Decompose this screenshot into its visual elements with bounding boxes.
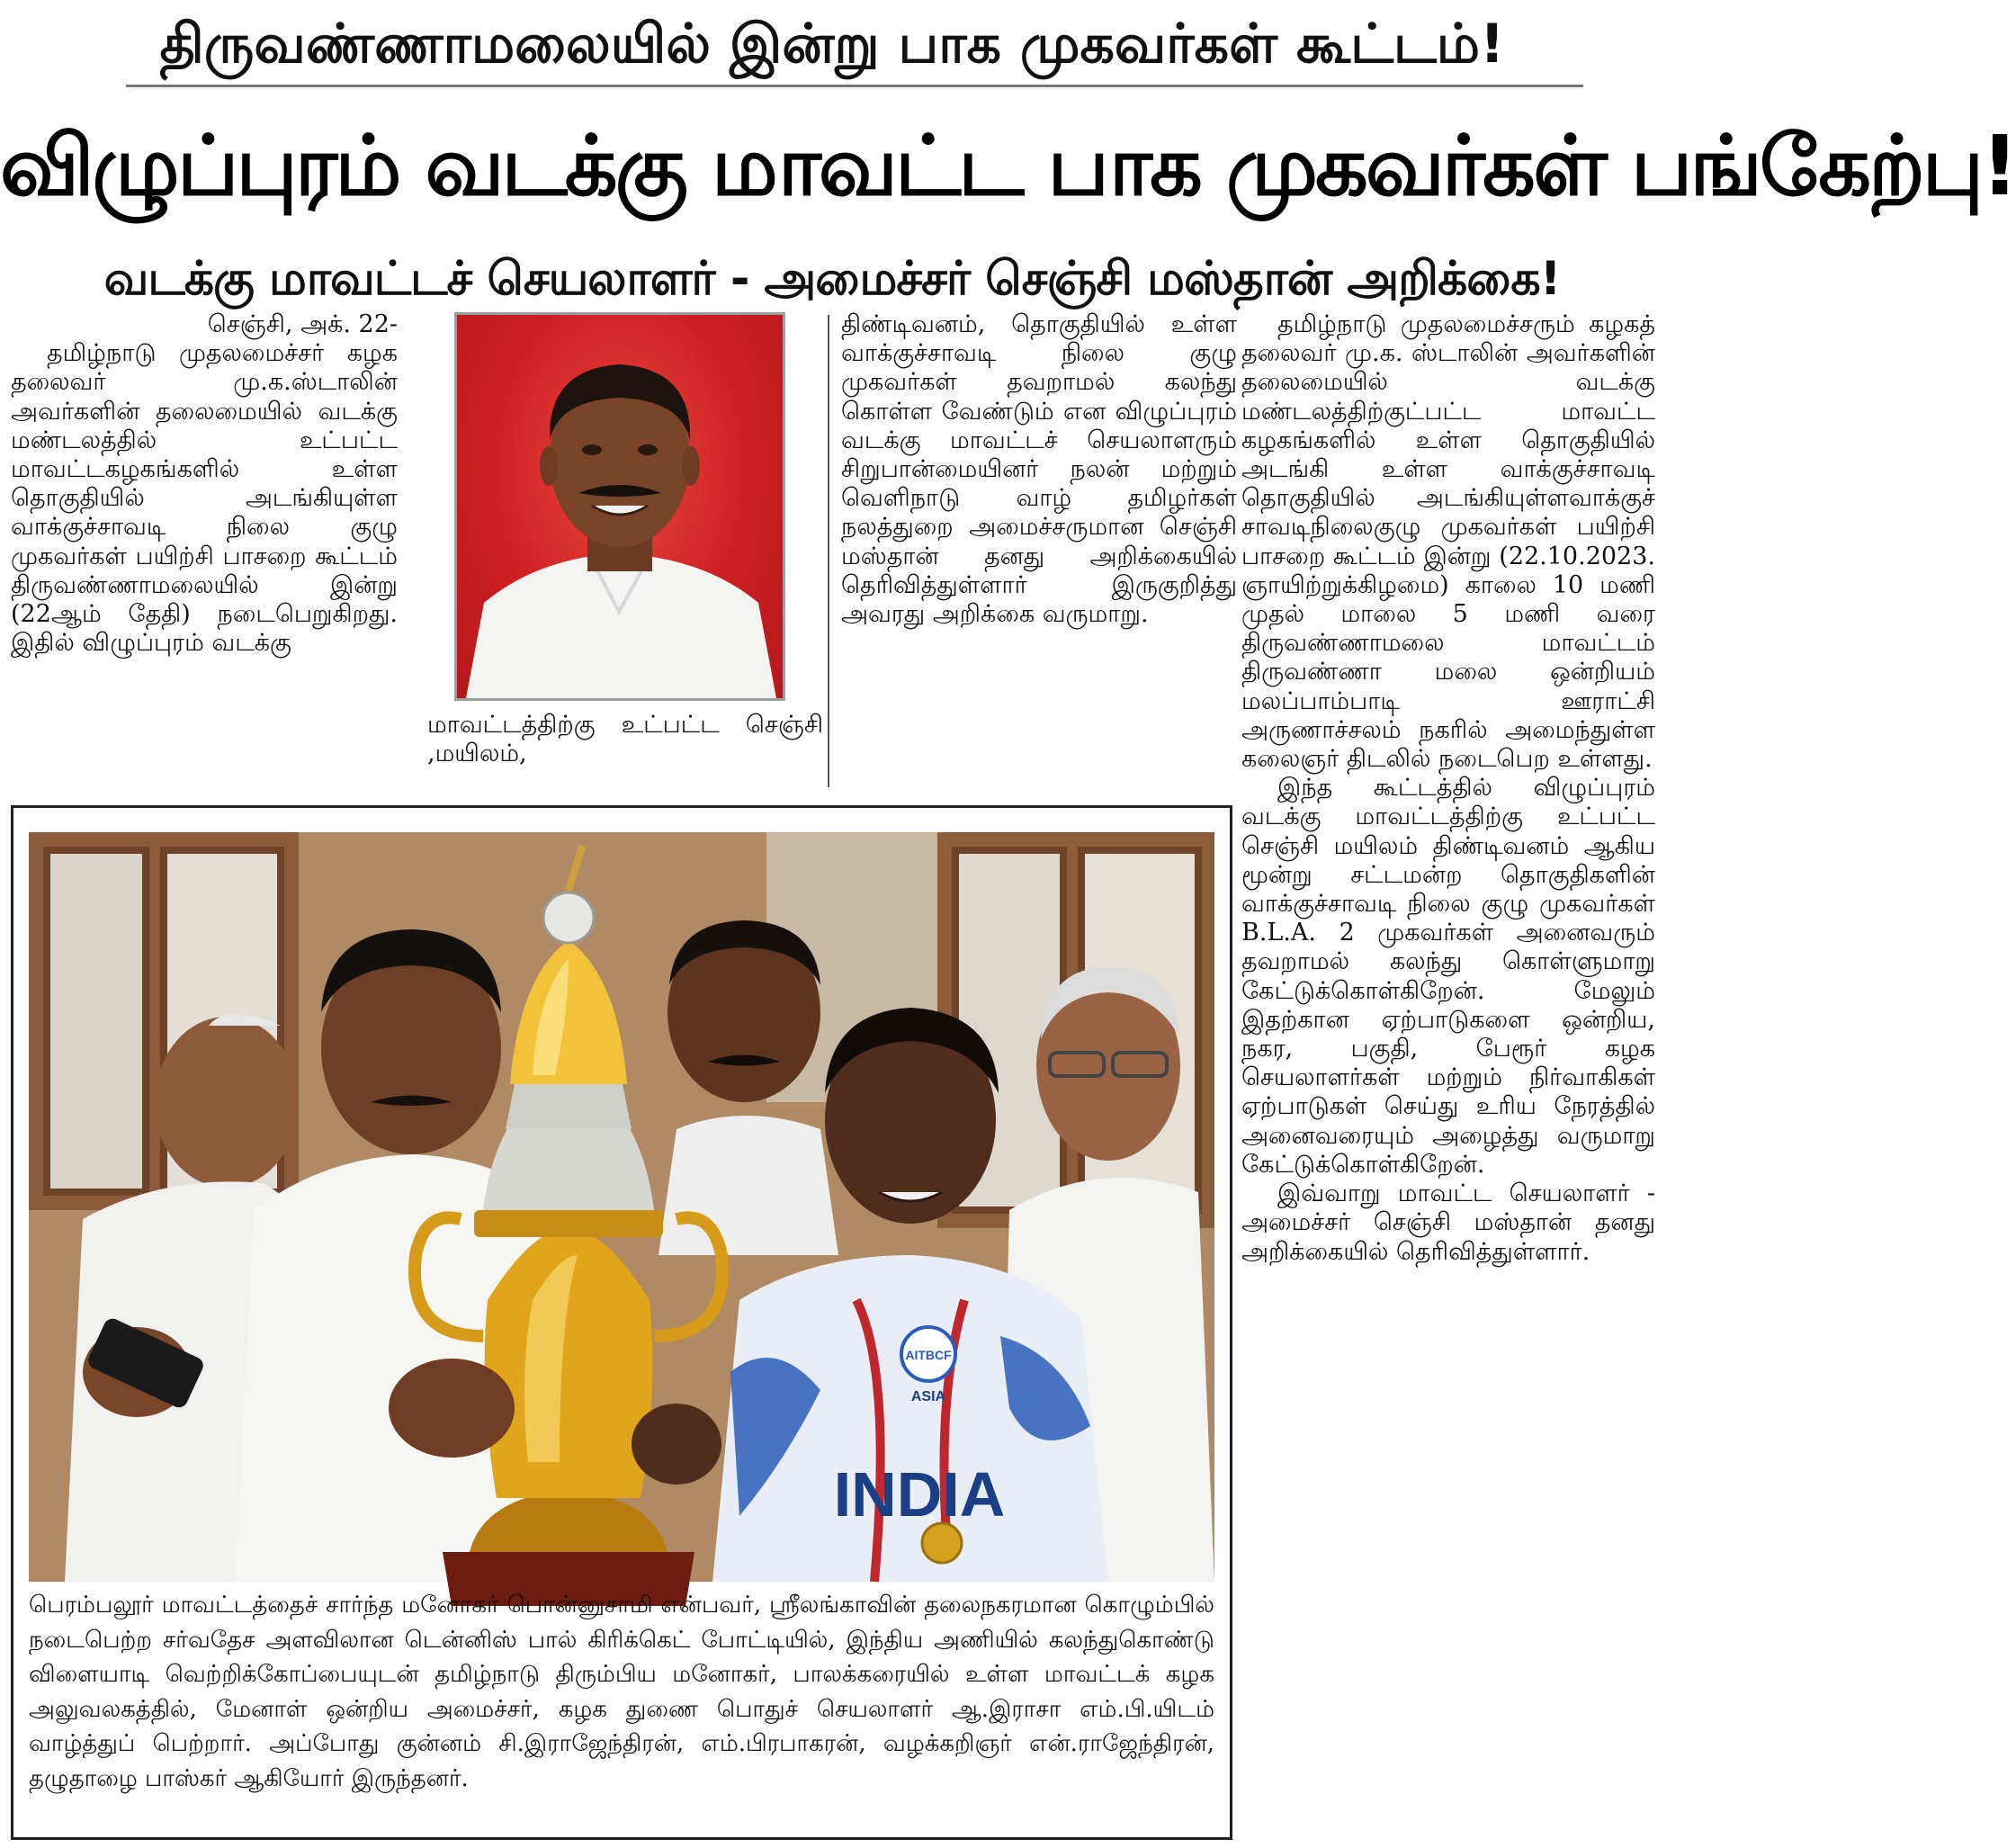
- kicker-divider: [126, 85, 1583, 87]
- dateline: செஞ்சி, அக். 22-: [207, 310, 398, 338]
- minister-portrait: [454, 312, 785, 701]
- article-column-3: [841, 310, 1237, 787]
- article-paragraph: தமிழ்நாடு முதலமைச்சர் கழக தலைவர் மு.க.ஸ்டாலின் அவர்களின் தலைமையில் வடக்கு மண்டலத்தில் உட்பட்ட மாவட்டகழகங்களில் உள்ள தொகுதியில் அடங்கியுள்ள வாக்குச்சாவடி நிலை குழு முகவர்கள் பயிற்சி பாசறை கூட்டம் திருவண்ணாமலையில் இன்று (22ஆம் தேதி) நடைபெறுகிறது. இதில் விழுப்புரம் வடக்கு: [11, 339, 398, 658]
- photo-caption: பெரம்பலூர் மாவட்டத்தைச் சார்ந்த மனோகர் பொன்னுசாமி என்பவர், ஸ்ரீலங்காவின் தலைநகரமான கொழும்பில் நடைபெற்ற சர்வதேச அளவிலான டென்னிஸ் பால் கிரிக்கெட் போட்டியில், இந்திய அணியில் கலந்துகொண்டு விளையாடி வெற்றிக்கோப்பையுடன் தமிழ்நாடு திரும்பிய மனோகர், பாலக்கரையில் உள்ள மாவட்டக் கழக அலுவலகத்தில், மேனாள் ஒன்றிய அமைச்சர், கழக துணை பொதுச் செயலாளர் ஆ.இராசா எம்.பி.யிடம் வாழ்த்துப் பெற்றார். அப்போது குன்னம் சி.இராஜேந்திரன், எம்.பிரபாகரன், வழக்கறிஞர் என்.ராஜேந்திரன், தழுதாழை பாஸ்கர் ஆகியோர் இருந்தனர்.: [29, 1592, 1214, 1792]
- kicker-headline: திருவண்ணாமலையில் இன்று பாக முகவர்கள் கூட்டம்!: [159, 13, 1505, 76]
- main-headline: விழுப்புரம் வடக்கு மாவட்ட பாக முகவர்கள் பங்கேற்பு!: [0, 118, 2016, 214]
- article-column-4: [1241, 310, 1655, 1840]
- article-column-1: [11, 310, 398, 787]
- badge-text: AITBCF: [905, 1348, 952, 1362]
- article-paragraph: இந்த கூட்டத்தில் விழுப்புரம் வடக்கு மாவட்டத்திற்கு உட்பட்ட செஞ்சி மயிலம் திண்டிவனம் ஆகிய மூன்று சட்டமன்ற தொகுதிகளின் வாக்குச்சாவடி நிலை குழு முகவர்கள் B.L.A. 2 முகவர்கள் அனைவரும் தவறாமல் கலந்து கொள்ளுமாறு கேட்டுக்கொள்கிறேன். மேலும் இதற்கான ஏற்பாடுகளை ஒன்றிய, நகர, பகுதி, பேரூர் கழக செயலாளர்கள் மற்றும் நிர்வாகிகள் ஏற்பாடுகள் செய்து உரிய நேரத்தில் அனைவரையும் அழைத்து வருமாறு கேட்டுக்கொள்கிறேன்.: [1241, 774, 1655, 1179]
- sub-headline: வடக்கு மாவட்டச் செயலாளர் - அமைச்சர் செஞ்சி மஸ்தான் அறிக்கை!: [103, 252, 1561, 306]
- article-paragraph: திண்டிவனம், தொகுதியில் உள்ள வாக்குச்சாவடி நிலை குழு முகவர்கள் தவறாமல் கலந்து கொள்ள வேண்டும் என விழுப்புரம் வடக்கு மாவட்டச் செயலாளரும் சிறுபான்மையினர் நலன் மற்றும் வெளிநாடு வாழ் தமிழர்கள் நலத்துறை அமைச்சருமான செஞ்சி மஸ்தான் தனது அறிக்கையில் தெரிவித்துள்ளார் இருகுறித்து அவரது அறிக்கை வருமாறு.: [841, 310, 1237, 629]
- badge-sub-text: ASIA: [910, 1389, 946, 1404]
- article-paragraph: இவ்வாறு மாவட்ட செயலாளர் - அமைச்சர் செஞ்சி மஸ்தான் தனது அறிக்கையில் தெரிவித்துள்ளார்.: [1241, 1180, 1655, 1266]
- jersey-text: INDIA: [833, 1459, 1006, 1530]
- portrait-adjacent-text: மாவட்டத்திற்கு உட்பட்ட செஞ்சி ,மயிலம்,: [427, 711, 823, 767]
- portrait-illustration: [457, 315, 783, 698]
- column-divider: [828, 315, 829, 787]
- trophy-photo: [29, 832, 1214, 1582]
- article-paragraph: தமிழ்நாடு முதலமைச்சரும் கழகத் தலைவர் மு.க. ஸ்டாலின் அவர்களின் தலைமையில் வடக்கு மண்டலத்திற்குட்பட்ட மாவட்ட கழகங்களில் உள்ள தொகுதியில் அடங்கி உள்ள வாக்குச்சாவடி தொகுதியில் அடங்கியுள்ளவாக்குச் சாவடிநிலைகுழு முகவர்கள் பயிற்சி பாசறை கூட்டம் இன்று (22.10.2023. ஞாயிற்றுக்கிழமை) காலை 10 மணி முதல் மாலை 5 மணி வரை திருவண்ணாமலை மாவட்டம் திருவண்ணா மலை ஒன்றியம் மலப்பாம்பாடி ஊராட்சி அருணாச்சலம் நகரில் அமைந்துள்ள கலைஞர் திடலில் நடைபெற உள்ளது.: [1241, 310, 1655, 774]
- trophy-scene-illustration: [29, 832, 1214, 1582]
